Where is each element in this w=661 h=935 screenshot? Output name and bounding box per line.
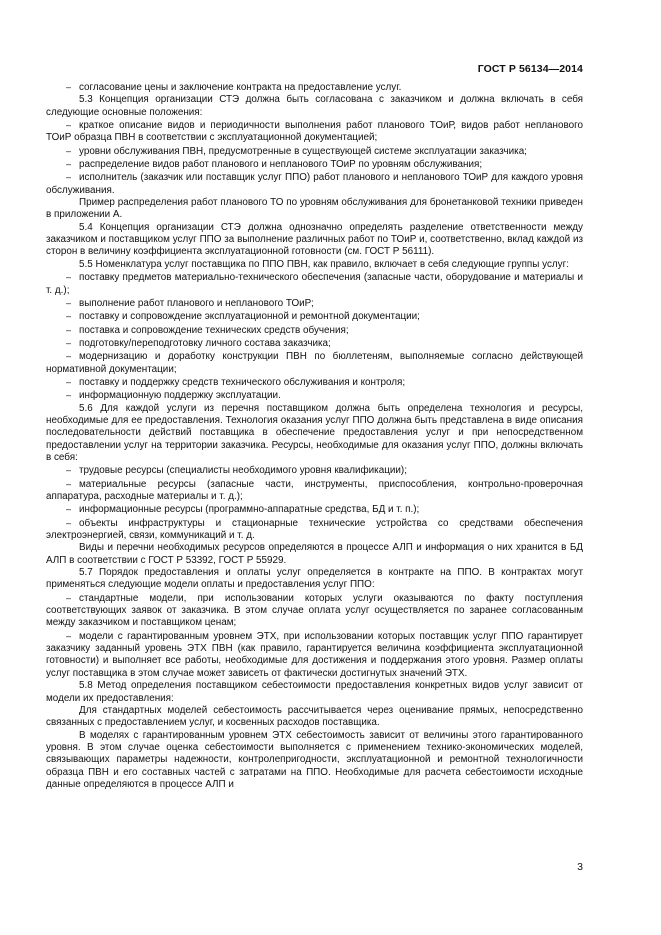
list-item-text: трудовые ресурсы (специалисты необходимого уровня квалификации); <box>79 465 407 477</box>
list-item <box>46 478 583 504</box>
paragraph: Виды и перечни необходимых ресурсов определяются в процессе АЛП и информация о них хранится в БД АЛП в соответствии с ГОСТ Р 53392, ГОСТ Р 55929. <box>46 542 583 566</box>
dash-marker: – <box>66 82 72 92</box>
page-number: 3 <box>577 861 583 873</box>
dash-marker: – <box>66 478 72 489</box>
list-item <box>46 297 583 310</box>
dash-marker: – <box>66 517 72 528</box>
paragraph: 5.4 Концепция организации СТЭ должна однозначно определять разделение ответственности между заказчиком и поставщиком услуг ППО за выполнение различных работ по ТОиР и, соответственно, вклад каждой из сторон в величину коэффициента эксплуатационной готовности (см. ГОСТ Р 56111). <box>46 221 583 258</box>
list-item-text: информационные ресурсы (программно-аппаратные средства, БД и т. п.); <box>79 504 420 516</box>
paragraph: 5.3 Концепция организации СТЭ должна быть согласована с заказчиком и должна включать в себя следующие основные положения: <box>46 94 583 118</box>
list-item <box>46 630 583 680</box>
paragraph: 5.6 Для каждой услуги из перечня поставщиком должна быть определена технология и ресурсы, необходимые для ее предоставления. Технология оказания услуг ППО должна быть представлена в виде описания последовательности действий поставщика в обеспечение предоставления услуг и при непосредственном предоставлении услуг на территории заказчика. Ресурсы, необходимые для оказания услуг ППО, должны включать в себя: <box>46 402 583 463</box>
dash-marker: – <box>66 630 72 641</box>
dash-marker: – <box>66 159 72 170</box>
dash-marker: – <box>66 390 72 401</box>
dash-marker: – <box>66 120 72 131</box>
list-item <box>46 503 583 516</box>
list-item-text: стандартные модели, при использовании которых услуги оказываются по факту поступления соответствующих заявок от заказчика. В этом случае оплата услуг осуществляется по заранее согласованным между заказчиком и поставщиком ценам; <box>46 592 583 629</box>
list-item-text: распределение видов работ планового и непланового ТОиР по уровням обслуживания; <box>79 159 483 171</box>
dash-marker: – <box>66 592 72 603</box>
list-item <box>46 464 583 477</box>
dash-marker: – <box>66 324 72 335</box>
dash-marker: – <box>66 172 72 183</box>
list-item <box>46 324 583 337</box>
list-item-text: поставку и поддержку средств технического обслуживания и контроля; <box>79 376 406 388</box>
standard-header: ГОСТ Р 56134—2014 <box>477 63 583 75</box>
paragraph: Для стандартных моделей себестоимость рассчитывается через оценивание прямых, непосредственно связанных с предоставлением услуг, и косвенных расходов поставщика. <box>46 704 583 729</box>
list-item <box>46 171 583 197</box>
dash-marker: – <box>66 337 72 348</box>
list-item <box>46 271 583 297</box>
list-item-text: поставку и сопровождение эксплуатационной и ремонтной документации; <box>79 311 420 323</box>
list-item-text: выполнение работ планового и непланового ТОиР; <box>79 297 314 309</box>
dash-marker: – <box>66 351 72 362</box>
document-body <box>46 81 583 791</box>
list-item-text: краткое описание видов и периодичности выполнения работ планового ТОиР, видов работ непланового ТОиР образца ПВН в соответствии с эксплуатационной документацией; <box>46 120 583 144</box>
dash-marker: – <box>66 272 72 283</box>
list-item-text: подготовку/переподготовку личного состава заказчика; <box>79 337 331 349</box>
list-item-text: поставку предметов материально-технического обеспечения (запасные части, оборудование и материалы и т. д.); <box>46 272 583 296</box>
list-item <box>46 350 583 376</box>
list-item-text: информационную поддержку эксплуатации. <box>79 390 281 402</box>
paragraph: 5.8 Метод определения поставщиком себестоимости предоставления конкретных видов услуг зависит от модели их предоставления: <box>46 680 583 704</box>
list-item <box>46 158 583 171</box>
dash-marker: – <box>66 504 72 515</box>
list-item <box>46 119 583 145</box>
list-item <box>46 517 583 543</box>
list-item-text: согласование цены и заключение контракта на предоставление услуг. <box>79 82 402 93</box>
list-item-text: исполнитель (заказчик или поставщик услуг ППО) работ планового и непланового ТОиР для каждого уровня обслуживания. <box>46 172 583 196</box>
paragraph: Пример распределения работ планового ТО по уровням обслуживания для бронетанковой техники приведен в приложении А. <box>46 197 583 221</box>
paragraph: В моделях с гарантированным уровнем ЭТХ себестоимость зависит от величины этого гарантированного уровня. В этом случае оценка себестоимости выполняется с применением технико-экономических моделей, связывающих параметры надежности, контролепригодности, эксплуатационной и ремонтной технологичности образца ПВН и его составных частей с затратами на ППО. Необходимые для расчета себестоимости исходные данные определяются в процессе АЛП и <box>46 729 583 790</box>
dash-marker: – <box>66 297 72 308</box>
list-item <box>46 337 583 350</box>
list-item <box>46 592 583 630</box>
list-item-text: материальные ресурсы (запасные части, инструменты, приспособления, контрольно-проверочная аппаратура, расходные материалы и т. д.); <box>46 478 583 502</box>
list-item <box>46 389 583 402</box>
paragraph: 5.7 Порядок предоставления и оплаты услуг определяется в контракте на ППО. В контрактах могут применяться следующие модели оплаты и предоставления услуг ППО: <box>46 567 583 591</box>
list-item <box>46 376 583 389</box>
list-item-text: объекты инфраструктуры и стационарные технические устройства со средствами обеспечения электроэнергией, связи, коммуникаций и т. д. <box>46 517 583 542</box>
list-item-text: модернизацию и доработку конструкции ПВН по бюллетеням, выполняемые согласно действующей нормативной документации; <box>46 351 583 375</box>
list-item <box>46 81 583 94</box>
list-item <box>46 310 583 323</box>
list-item <box>46 145 583 158</box>
dash-marker: – <box>66 465 72 476</box>
list-item-text: модели с гарантированным уровнем ЭТХ, при использовании которых поставщик услуг ППО гарантирует заказчику заданный уровень ЭТХ ПВН (как правило, гарантируется величина коэффициента эксплуатационной готовности) и выполняет все работы, необходимые для достижения и поддержания этого уровня. Размер оплаты услуг поставщика в этом случае может зависеть от фактически достигнутых значений ЭТХ. <box>46 630 583 679</box>
dash-marker: – <box>66 376 72 387</box>
dash-marker: – <box>66 311 72 322</box>
list-item-text: поставка и сопровождение технических средств обучения; <box>79 324 349 336</box>
list-item-text: уровни обслуживания ПВН, предусмотренные в существующей системе эксплуатации заказчика; <box>79 145 527 157</box>
dash-marker: – <box>66 145 72 156</box>
paragraph: 5.5 Номенклатура услуг поставщика по ППО ПВН, как правило, включает в себя следующие группы услуг: <box>79 258 569 270</box>
